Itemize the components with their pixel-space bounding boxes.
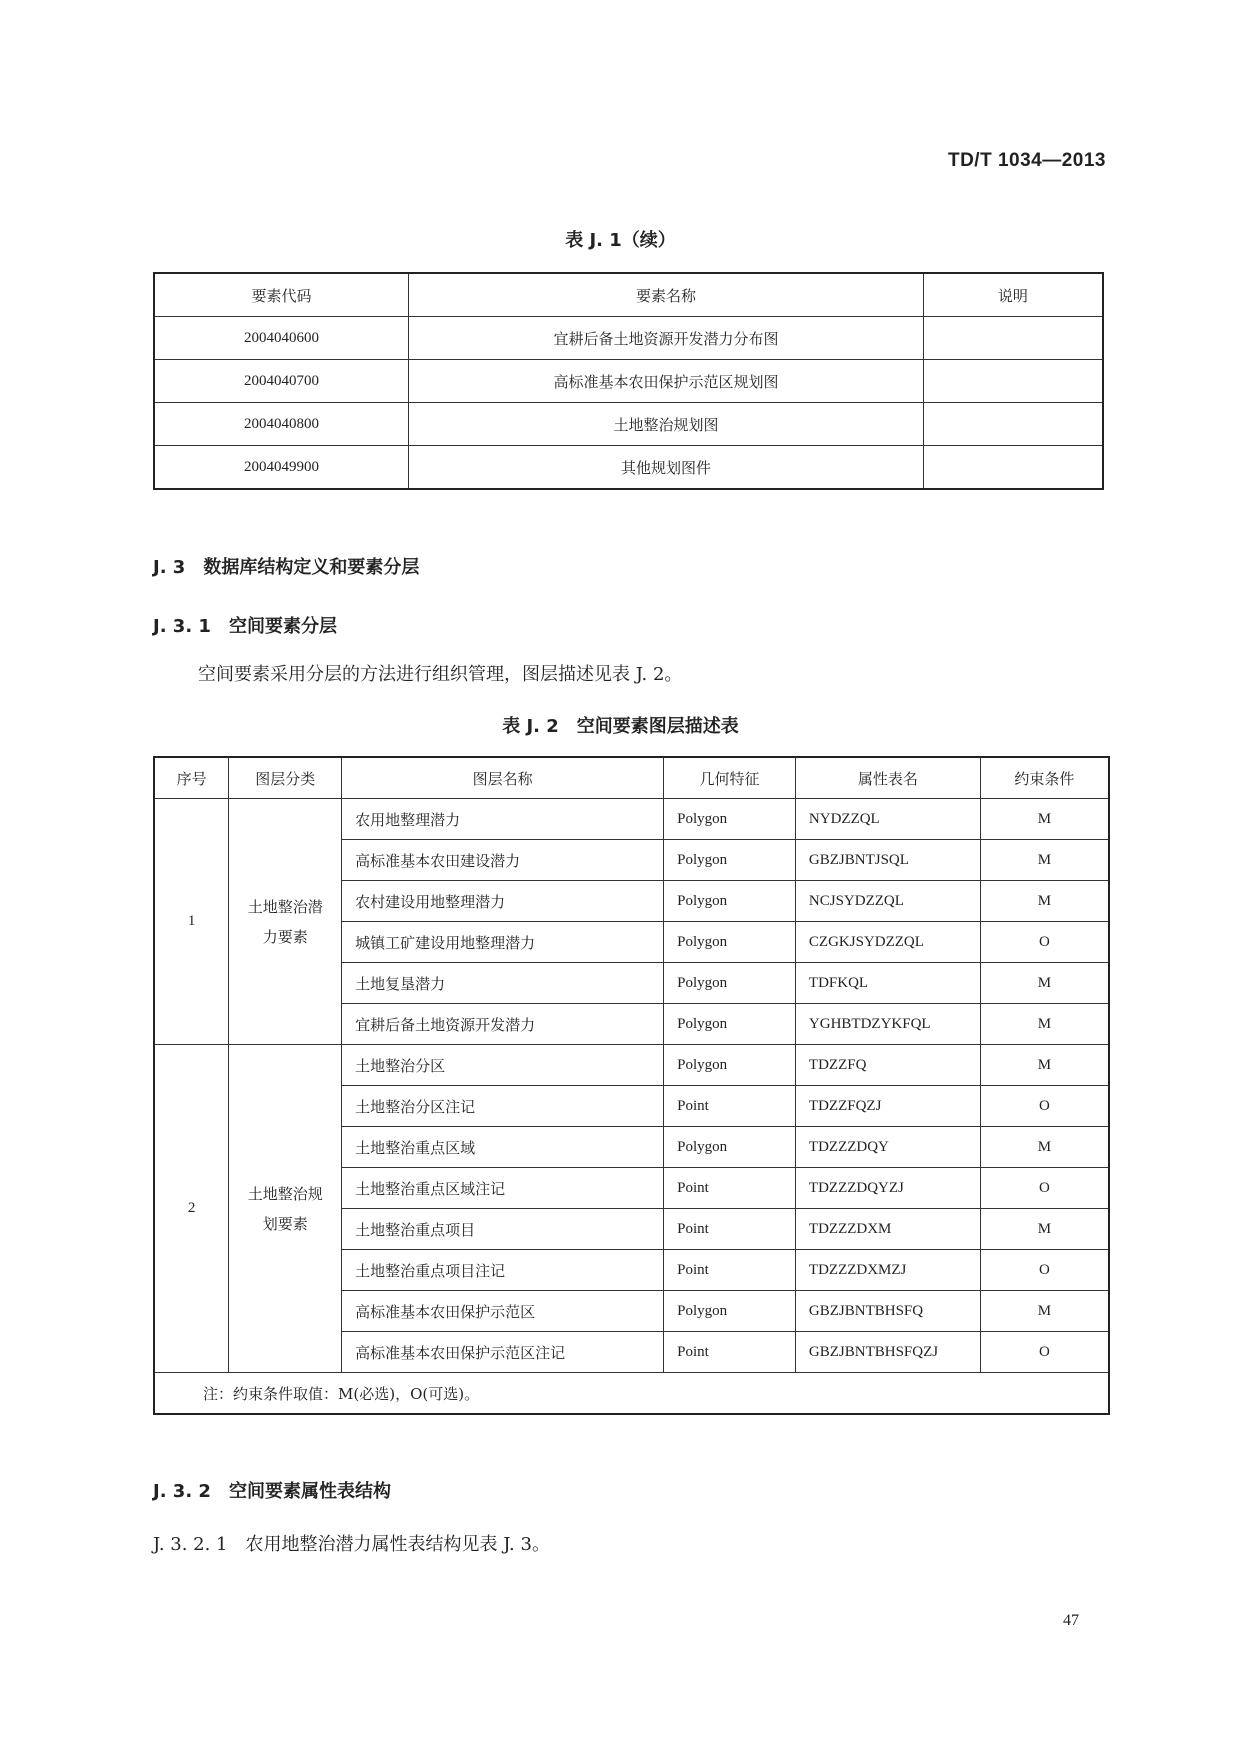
geometry-cell: Point xyxy=(664,1086,796,1127)
attribute-table-cell: TDZZZDXMZJ xyxy=(795,1250,980,1291)
element-code-cell: 2004040800 xyxy=(154,403,409,446)
group-category-cell: 土地整治潜力要素 xyxy=(229,799,342,1045)
table-note-row xyxy=(154,1373,1109,1415)
layer-name-cell: 土地整治分区 xyxy=(342,1045,664,1086)
group-index-cell: 1 xyxy=(154,799,229,1045)
column-header: 要素代码 xyxy=(154,273,409,317)
constraint-cell: M xyxy=(980,1045,1109,1086)
section-heading-j3-2: J. 3. 2 空间要素属性表结构 xyxy=(153,1481,391,1502)
attribute-table-cell: TDZZZDXM xyxy=(795,1209,980,1250)
geometry-cell: Polygon xyxy=(664,1127,796,1168)
paragraph-j3-1: 空间要素采用分层的方法进行组织管理，图层描述见表 J. 2。 xyxy=(198,664,683,685)
element-name-cell: 土地整治规划图 xyxy=(409,403,924,446)
layer-name-cell: 土地整治分区注记 xyxy=(342,1086,664,1127)
column-header: 序号 xyxy=(154,757,229,799)
column-header: 属性表名 xyxy=(795,757,980,799)
layer-name-cell: 高标准基本农田建设潜力 xyxy=(342,840,664,881)
layer-description-table xyxy=(153,756,1110,1415)
attribute-table-cell: TDZZFQ xyxy=(795,1045,980,1086)
section-heading-j3: J. 3 数据库结构定义和要素分层 xyxy=(153,557,420,578)
note-cell xyxy=(923,317,1103,360)
layer-name-cell: 城镇工矿建设用地整理潜力 xyxy=(342,922,664,963)
section-heading-j3-2-1: J. 3. 2. 1 农用地整治潜力属性表结构见表 J. 3。 xyxy=(153,1534,550,1555)
column-header: 图层名称 xyxy=(342,757,664,799)
geometry-cell: Polygon xyxy=(664,963,796,1004)
section-heading-j3-1: J. 3. 1 空间要素分层 xyxy=(153,616,337,637)
constraint-cell: M xyxy=(980,963,1109,1004)
layer-name-cell: 宜耕后备土地资源开发潜力 xyxy=(342,1004,664,1045)
attribute-table-cell: NCJSYDZZQL xyxy=(795,881,980,922)
constraint-cell: O xyxy=(980,1086,1109,1127)
geometry-cell: Point xyxy=(664,1209,796,1250)
group-category-cell: 土地整治规划要素 xyxy=(229,1045,342,1373)
element-name-cell: 高标准基本农田保护示范区规划图 xyxy=(409,360,924,403)
element-code-cell: 2004049900 xyxy=(154,446,409,490)
group-index-cell: 2 xyxy=(154,1045,229,1373)
geometry-cell: Polygon xyxy=(664,922,796,963)
table-note: 注：约束条件取值：M(必选)，O(可选)。 xyxy=(154,1373,1109,1415)
table2-caption: 表 J. 2 空间要素图层描述表 xyxy=(502,716,739,737)
geometry-cell: Polygon xyxy=(664,881,796,922)
constraint-cell: O xyxy=(980,922,1109,963)
column-header: 约束条件 xyxy=(980,757,1109,799)
table-row xyxy=(154,317,1103,360)
layer-name-cell: 土地整治重点区域 xyxy=(342,1127,664,1168)
attribute-table-cell: TDFKQL xyxy=(795,963,980,1004)
constraint-cell: O xyxy=(980,1250,1109,1291)
table-row xyxy=(154,360,1103,403)
table-row xyxy=(154,403,1103,446)
attribute-table-cell: TDZZZDQYZJ xyxy=(795,1168,980,1209)
table-header-row xyxy=(154,757,1109,799)
standard-code: TD/T 1034—2013 xyxy=(947,150,1106,171)
layer-name-cell: 高标准基本农田保护示范区 xyxy=(342,1291,664,1332)
page-number: 47 xyxy=(1063,1612,1079,1629)
column-header: 要素名称 xyxy=(409,273,924,317)
attribute-table-cell: TDZZFQZJ xyxy=(795,1086,980,1127)
table1-caption: 表 J. 1（续） xyxy=(565,230,676,251)
table-row xyxy=(154,799,1109,840)
geometry-cell: Polygon xyxy=(664,1291,796,1332)
geometry-cell: Point xyxy=(664,1332,796,1373)
constraint-cell: M xyxy=(980,1291,1109,1332)
geometry-cell: Point xyxy=(664,1250,796,1291)
element-name-cell: 其他规划图件 xyxy=(409,446,924,490)
table-row xyxy=(154,446,1103,490)
attribute-table-cell: YGHBTDZYKFQL xyxy=(795,1004,980,1045)
constraint-cell: O xyxy=(980,1168,1109,1209)
geometry-cell: Point xyxy=(664,1168,796,1209)
element-name-cell: 宜耕后备土地资源开发潜力分布图 xyxy=(409,317,924,360)
constraint-cell: M xyxy=(980,1004,1109,1045)
layer-name-cell: 农村建设用地整理潜力 xyxy=(342,881,664,922)
table-row xyxy=(154,1045,1109,1086)
attribute-table-cell: CZGKJSYDZZQL xyxy=(795,922,980,963)
attribute-table-cell: NYDZZQL xyxy=(795,799,980,840)
note-cell xyxy=(923,360,1103,403)
geometry-cell: Polygon xyxy=(664,1004,796,1045)
element-code-table xyxy=(153,272,1104,490)
attribute-table-cell: GBZJBNTBHSFQZJ xyxy=(795,1332,980,1373)
layer-name-cell: 土地整治重点项目 xyxy=(342,1209,664,1250)
column-header: 几何特征 xyxy=(664,757,796,799)
attribute-table-cell: TDZZZDQY xyxy=(795,1127,980,1168)
layer-name-cell: 高标准基本农田保护示范区注记 xyxy=(342,1332,664,1373)
element-code-cell: 2004040700 xyxy=(154,360,409,403)
constraint-cell: M xyxy=(980,840,1109,881)
layer-name-cell: 土地整治重点区域注记 xyxy=(342,1168,664,1209)
constraint-cell: M xyxy=(980,1127,1109,1168)
layer-name-cell: 土地整治重点项目注记 xyxy=(342,1250,664,1291)
note-cell xyxy=(923,446,1103,490)
layer-name-cell: 土地复垦潜力 xyxy=(342,963,664,1004)
constraint-cell: M xyxy=(980,1209,1109,1250)
geometry-cell: Polygon xyxy=(664,840,796,881)
table-header-row xyxy=(154,273,1103,317)
constraint-cell: M xyxy=(980,799,1109,840)
geometry-cell: Polygon xyxy=(664,1045,796,1086)
constraint-cell: M xyxy=(980,881,1109,922)
attribute-table-cell: GBZJBNTBHSFQ xyxy=(795,1291,980,1332)
attribute-table-cell: GBZJBNTJSQL xyxy=(795,840,980,881)
geometry-cell: Polygon xyxy=(664,799,796,840)
element-code-cell: 2004040600 xyxy=(154,317,409,360)
layer-name-cell: 农用地整理潜力 xyxy=(342,799,664,840)
column-header: 图层分类 xyxy=(229,757,342,799)
note-cell xyxy=(923,403,1103,446)
constraint-cell: O xyxy=(980,1332,1109,1373)
column-header: 说明 xyxy=(923,273,1103,317)
